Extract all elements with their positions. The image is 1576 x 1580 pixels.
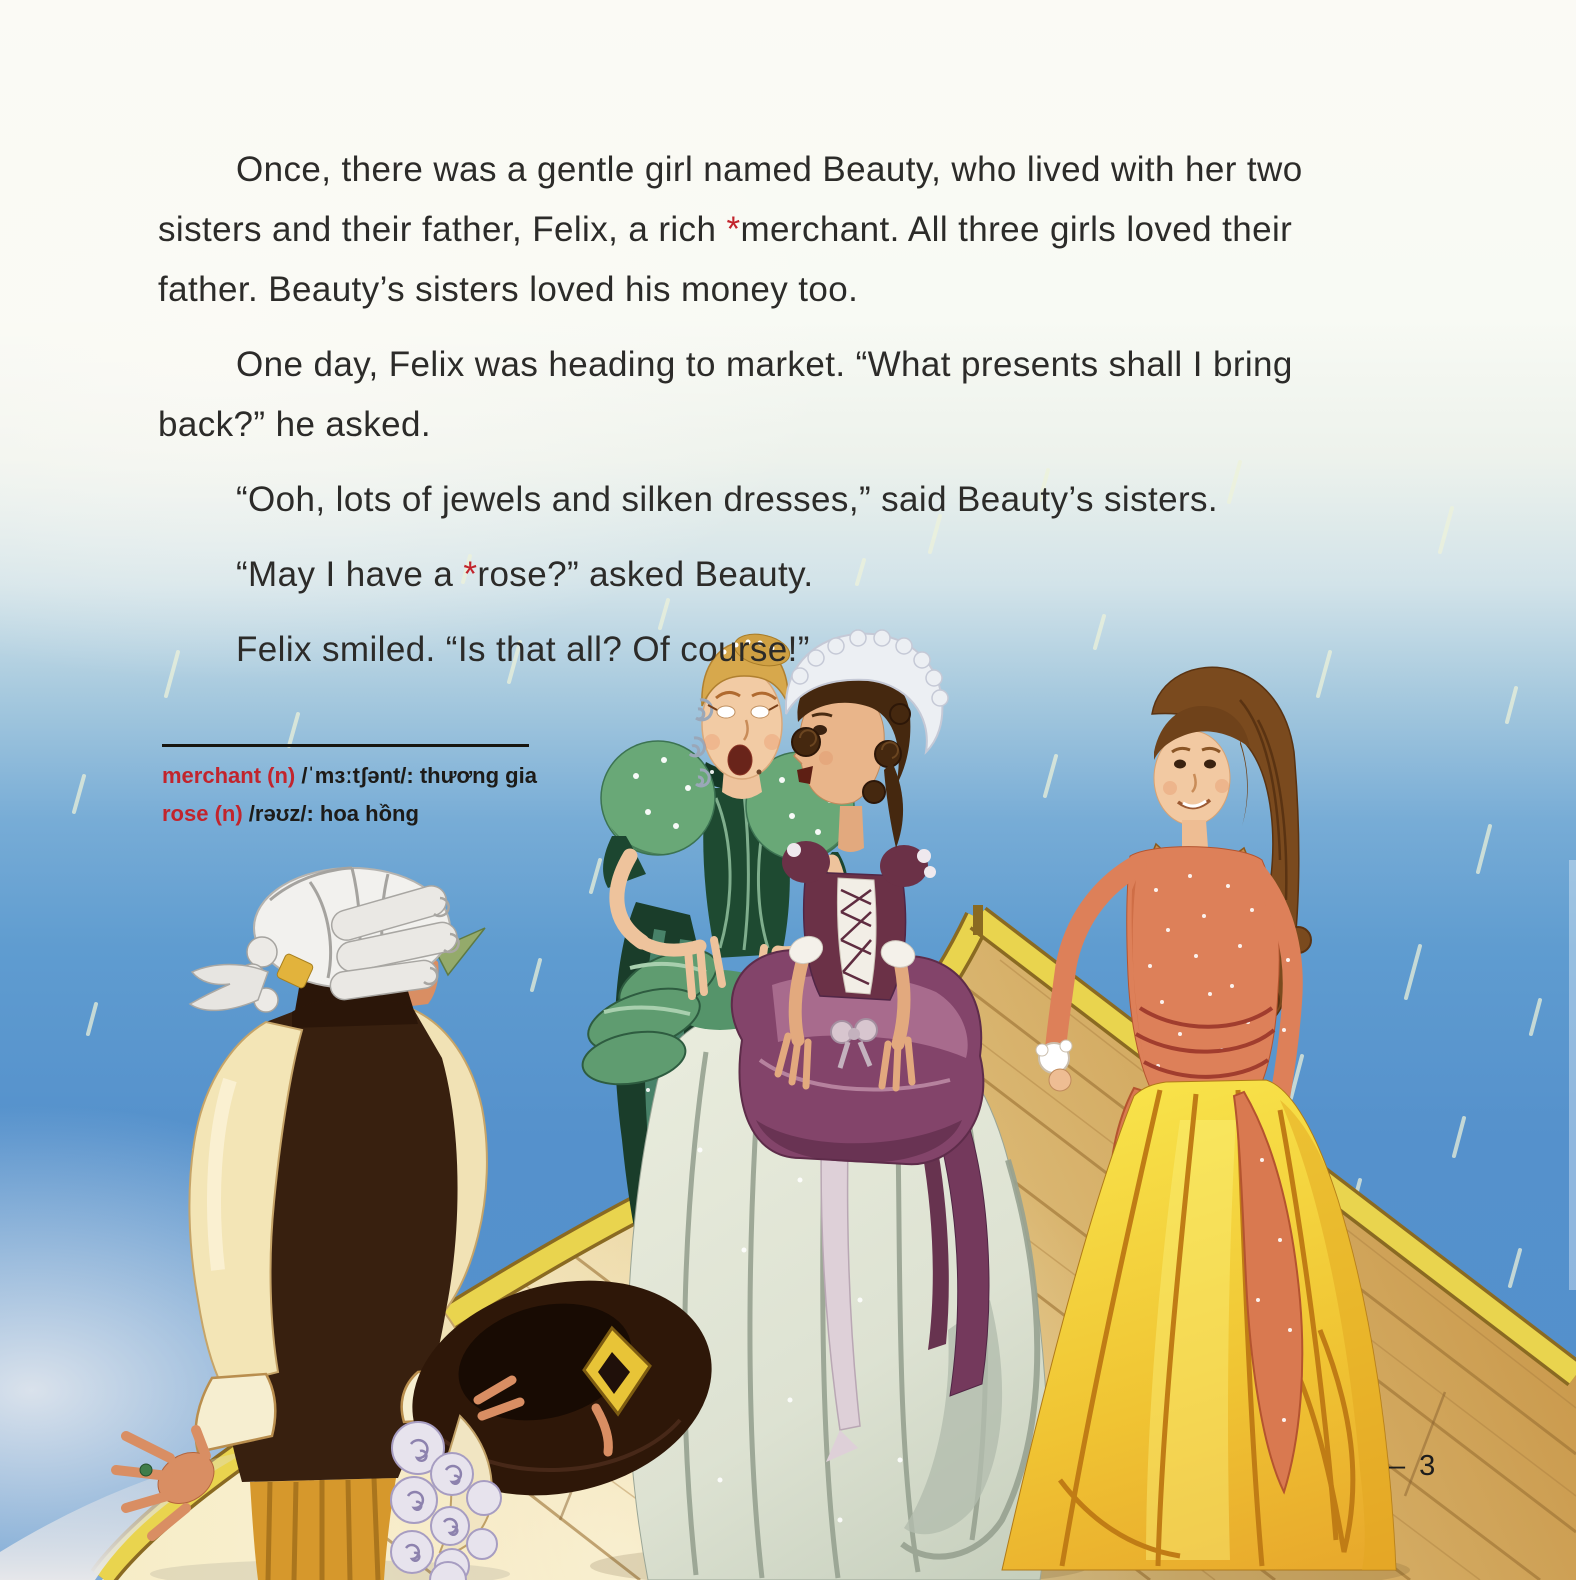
story-text-segment: Once, there was a gentle girl named Beauty, who lived with her two <box>236 150 1303 189</box>
story-paragraph <box>158 620 1303 680</box>
story-text-segment: merchant. All three girls loved their <box>740 210 1293 249</box>
story-line <box>158 545 1303 605</box>
story-line <box>158 200 1303 260</box>
story-line <box>158 335 1303 395</box>
story-line <box>158 395 1303 455</box>
story-text <box>158 140 1303 695</box>
glossary-footnote <box>162 744 537 833</box>
story-paragraph <box>158 335 1303 455</box>
story-line <box>158 260 1303 320</box>
page-edge-highlight <box>1569 860 1576 1290</box>
glossary-term: merchant (n) <box>162 763 296 788</box>
glossary-details: /rəʊz/: hoa hồng <box>242 801 419 826</box>
glossary-entries <box>162 757 537 833</box>
story-line <box>158 620 1303 680</box>
plum-sister-neck <box>838 806 864 852</box>
glossary-details: /ˈmɜːtʃənt/: thương gia <box>295 763 537 788</box>
story-paragraph <box>158 470 1303 530</box>
footnote-asterisk: * <box>726 210 741 249</box>
stomacher-panel <box>837 878 876 994</box>
footnote-asterisk: * <box>463 555 478 594</box>
story-text-segment: “May I have a <box>236 555 464 594</box>
green-ring <box>140 1464 152 1476</box>
story-text-segment: back?” he asked. <box>158 405 431 444</box>
story-text-segment: “Ooh, lots of jewels and silken dresses,” said Beauty’s sisters. <box>236 480 1219 519</box>
glossary-term: rose (n) <box>162 801 243 826</box>
footnote-divider <box>162 744 529 747</box>
story-line <box>158 140 1303 200</box>
story-paragraph <box>158 140 1303 320</box>
story-text-segment: Felix smiled. “Is that all? Of course!” <box>236 630 810 669</box>
story-line <box>158 470 1303 530</box>
page-number: – 3 <box>1389 1450 1439 1482</box>
story-text-segment: sisters and their father, Felix, a rich <box>158 210 727 249</box>
story-text-segment: father. Beauty’s sisters loved his money too. <box>158 270 859 309</box>
glossary-entry <box>162 757 537 795</box>
story-text-segment: One day, Felix was heading to market. “What presents shall I bring <box>236 345 1293 384</box>
story-text-segment: rose?” asked Beauty. <box>477 555 814 594</box>
glossary-entry <box>162 795 537 833</box>
story-paragraph <box>158 545 1303 605</box>
